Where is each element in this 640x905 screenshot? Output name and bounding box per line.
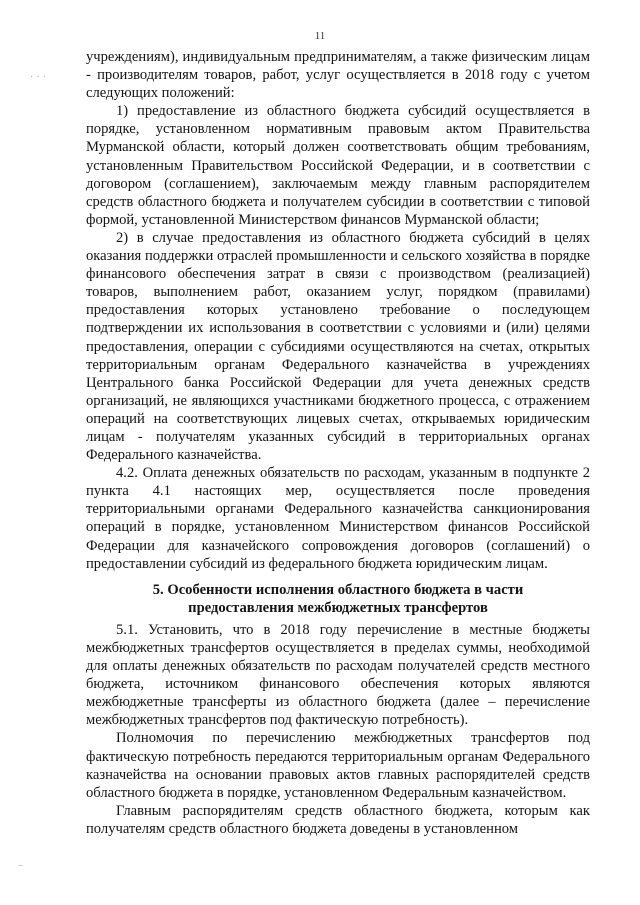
- paragraph-item-1: 1) предоставление из областного бюджета субсидий осуществляется в порядке, установленном нормативным правовым актом Правительства Мурманской области, который должен соответствовать общим требованиям, установленным Правительством Российской Федерации, и в соответствии с договором (соглашением), заключаемым между главным распорядителем средств областного бюджета и получателем субсидии в соответствии с типовой формой, установленной Министерством финансов Мурманской области;: [86, 103, 590, 228]
- paragraph-item-2: 2) в случае предоставления из областного бюджета субсидий в целях оказания поддержки отраслей промышленности и сельского хозяйства в порядке финансового обеспечения затрат в связи с производством (реализацией) товаров, выполнением работ, оказанием услуг, порядком (правилами) предоставления которых установлено требование о последующем подтверждении их использования в соответствии с условиями и (или) целями предоставления, операции с субсидиями осуществляются на счетах, открытых территориальным органам Федерального казначейства в учреждениях Центрального банка Российской Федерации для учета денежных средств организаций, не являющихся участниками бюджетного процесса, с отражением операций на соответствующих лицевых счетах, открываемых юридическим лицам - получателям указанных субсидий в территориальных органах Федерального казначейства.: [86, 229, 590, 464]
- paragraph-4-2: 4.2. Оплата денежных обязательств по расходам, указанным в подпункте 2 пункта 4.1 настоящих мер, осуществляется после проведения территориальными органами Федерального казначейства санкционирования операций в порядке, установленном Министерством финансов Российской Федерации для казначейского сопровождения договоров (соглашений) о предоставлении субсидий из федерального бюджета юридическим лицам.: [86, 465, 590, 572]
- section-heading-line-2: предоставления межбюджетных трансфертов: [188, 599, 488, 616]
- section-heading-line-1: 5. Особенности исполнения областного бюджета в части: [152, 581, 524, 598]
- paragraph-powers: Полномочия по перечислению межбюджетных трансфертов под фактическую потребность передаются территориальным органам Федерального казначейства на основании правовых актов главных распорядителей средств областного бюджета в порядке, установленном Федеральным казначейством.: [86, 730, 590, 801]
- paragraph-5-1: 5.1. Установить, что в 2018 году перечисление в местные бюджеты межбюджетных трансфертов осуществляется в пределах суммы, необходимой для оплаты денежных обязательств по расходам получателей средств местного бюджета, источником финансового обеспечения которых являются межбюджетные трансферты из областного бюджета (далее – перечисление межбюджетных трансфертов под фактическую потребность).: [86, 621, 590, 729]
- paragraph-chief-managers: Главным распорядителям средств областного бюджета, которым как получателям средств областного бюджета доведены в установленном: [86, 802, 590, 837]
- scan-artifact: · · ·: [30, 72, 46, 83]
- scan-artifact: –: [18, 860, 23, 871]
- section-heading: [86, 581, 590, 617]
- page-number: 11: [314, 30, 326, 42]
- paragraph-continuation: учреждениям), индивидуальным предпринимателям, а также физическим лицам - производителям товаров, работ, услуг осуществляется в 2018 году с учетом следующих положений:: [86, 49, 590, 102]
- document-body: [86, 48, 590, 838]
